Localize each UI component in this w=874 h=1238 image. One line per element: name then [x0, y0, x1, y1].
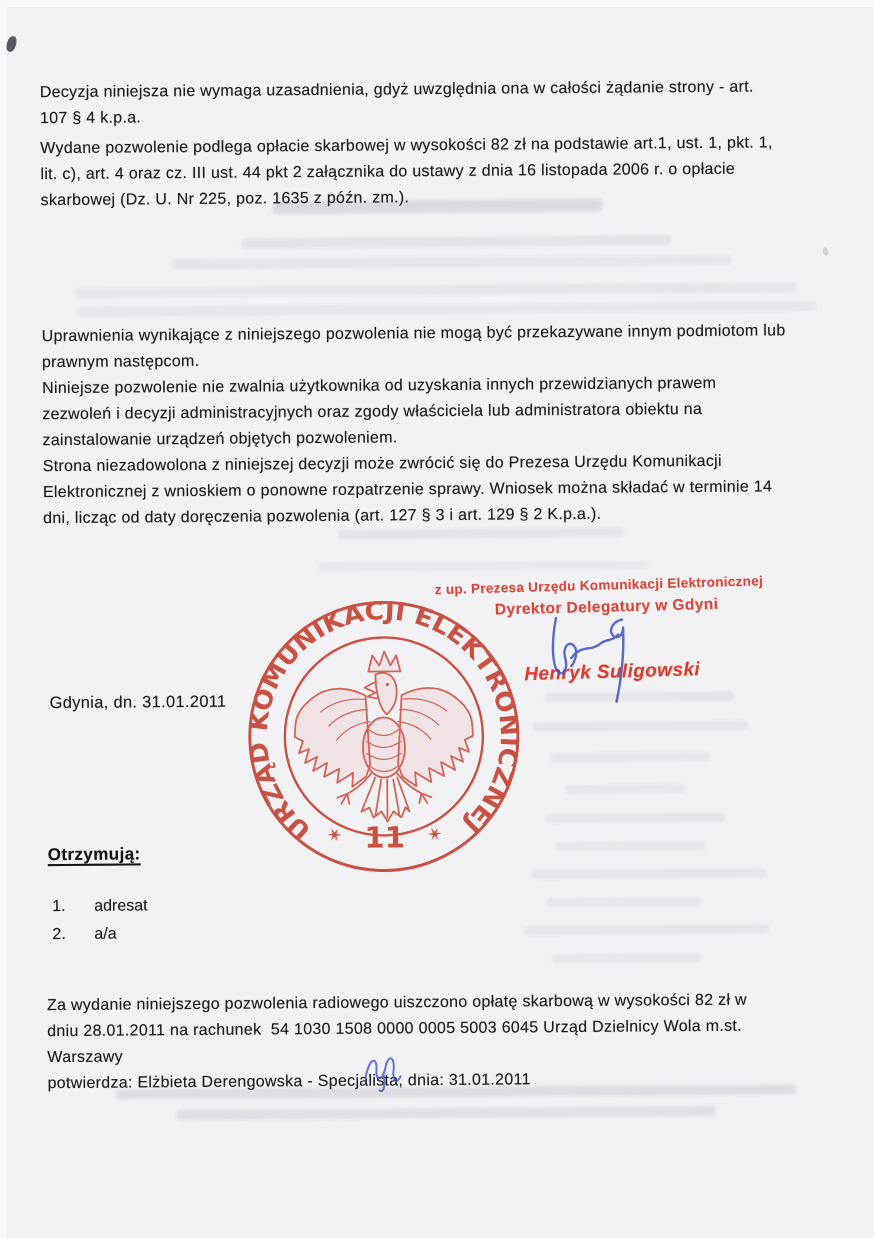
- list-item-number: 1.: [52, 897, 66, 916]
- eagle-eye: [386, 683, 389, 686]
- text-line: lit. c), art. 4 oraz cz. III ust. 44 pkt 2 załącznika do ustawy z dnia 16 listopada 2006 r. o opłacie: [40, 160, 736, 184]
- text-line: prawnym następcom.: [41, 352, 200, 372]
- bleed-through-line: [545, 813, 725, 823]
- stamp-ring-text: URZĄD KOMUNIKACJI ELEKTRONICZNEJ: [243, 595, 525, 847]
- bleed-through-line: [171, 255, 731, 269]
- list-item-label: a/a: [94, 925, 117, 943]
- text-line: Strona niezadowolona z niniejszej decyzji może zwrócić się do Prezesa Urzędu Komunikacji: [42, 452, 722, 476]
- eagle-emblem: [294, 651, 473, 822]
- paragraph-rights-transfer: [42, 318, 787, 454]
- bleed-through-line: [524, 924, 769, 935]
- list-item: [52, 926, 116, 945]
- text-line: dni, licząc od daty doręczenia pozwolenia (art. 127 § 3 i art. 129 § 2 K.p.a.).: [43, 505, 602, 528]
- text-line: Niniejsze pozwolenie nie zwalnia użytkownika od uzyskania innych przewidzianych prawem: [42, 374, 717, 398]
- bleed-through-line: [556, 841, 706, 851]
- stamp-number: 11: [364, 820, 405, 855]
- text-line: Za wydanie niniejszego pozwolenia radiowego uiszczono opłatę skarbową w wysokości 82 zł w: [46, 991, 747, 1015]
- list-item-number: 2.: [52, 925, 66, 944]
- text-line: dniu 28.01.2011 na rachunek 54 1030 1508 0000 0005 5003 6045 Urząd Dzielnicy Wola m.st.: [47, 1017, 742, 1041]
- stamp-star-left-icon: ✶: [322, 822, 348, 849]
- bleed-through-line: [531, 868, 766, 879]
- signer-name: Henryk Suligowski: [524, 659, 701, 686]
- eagle-right-wing: [397, 688, 473, 787]
- eagle-crown: [368, 651, 400, 671]
- text-line: Warszawy: [47, 1048, 124, 1067]
- bleed-through-line: [545, 692, 735, 702]
- eagle-head: [375, 673, 396, 715]
- text-line: skarbowej (Dz. U. Nr 225, poz. 1635 z późn. zm.).: [40, 189, 410, 210]
- stamp-star-right-icon: ✶: [422, 821, 447, 849]
- bleed-through-line: [241, 235, 671, 248]
- text-line: Decyzja niniejsza nie wymaga uzasadnienia, gdyż uwzględnia ona w całości żądanie strony - art.: [39, 78, 754, 102]
- recipients-heading: Otrzymują:: [47, 844, 141, 865]
- bleed-through-line: [546, 897, 701, 907]
- text-line: Elektronicznej z wnioskiem o ponowne rozpatrzenie sprawy. Wniosek można składać w terminie 14: [42, 478, 773, 502]
- bleed-through-line: [565, 784, 685, 794]
- list-item: [52, 897, 148, 916]
- text-line: zezwoleń i decyzji administracyjnych oraz zgody właściciela lub administratora obiektu na: [42, 400, 703, 424]
- eagle-tail: [361, 777, 409, 821]
- text-line: potwierdza: Elżbieta Derengowska - Specjalista, dnia: 31.01.2011: [47, 1071, 531, 1093]
- eagle-left-wing: [294, 688, 370, 787]
- signature-authority-line: z up. Prezesa Urzędu Komunikacji Elektronicznej: [434, 573, 764, 598]
- paragraph-appeal-rights: [43, 448, 773, 532]
- bleed-through-line: [338, 528, 623, 539]
- bleed-through-line: [273, 199, 603, 215]
- official-round-stamp: [244, 596, 524, 876]
- bleed-through-line: [550, 752, 710, 762]
- bleed-through-line: [76, 282, 796, 298]
- signature-title-line: Dyrektor Delegatury w Gdyni: [494, 595, 719, 619]
- text-line: Wydane pozwolenie podlega opłacie skarbowej w wysokości 82 zł na podstawie art.1, ust. 1, pkt. 1,: [40, 134, 773, 158]
- list-item-label: adresat: [94, 897, 148, 915]
- text-line: 107 § 4 k.p.a.: [39, 109, 142, 128]
- bleed-through-line: [552, 953, 702, 963]
- bleed-through-line: [318, 560, 648, 572]
- text-line: Uprawnienia wynikające z niniejszego pozwolenia nie mogą być przekazywane innym podmiotom lub: [41, 322, 786, 346]
- paragraph-decision-basis: [40, 75, 754, 133]
- bleed-through-line: [533, 721, 748, 732]
- text-line: zainstalowanie urządzeń objętych pozwoleniem.: [42, 429, 398, 450]
- place-date: Gdynia, dn. 31.01.2011: [49, 692, 227, 713]
- bleed-through-line: [176, 1106, 716, 1120]
- bleed-through-line: [76, 301, 816, 317]
